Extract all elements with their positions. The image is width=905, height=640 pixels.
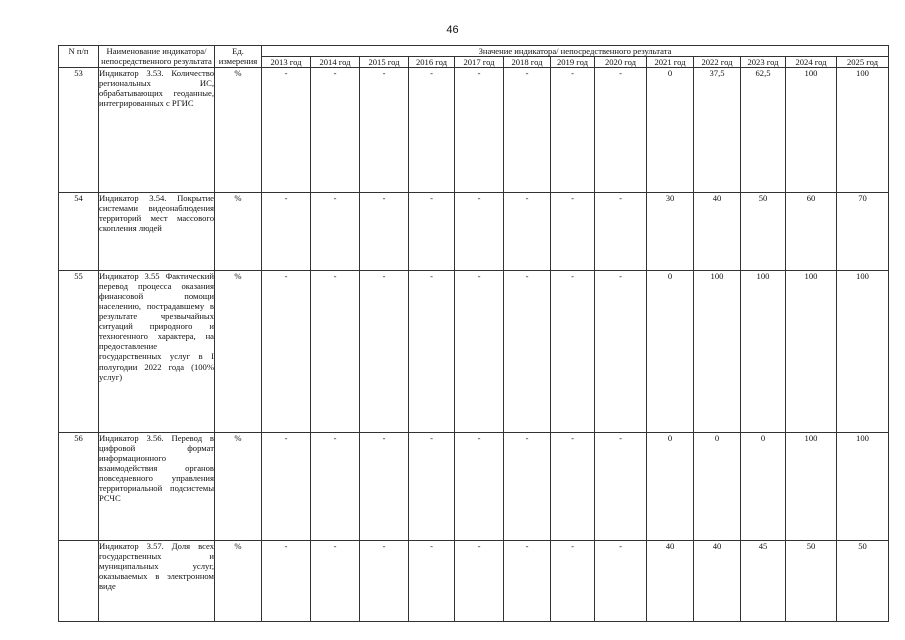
header-name: Наименование индикатора/непосредственного результата — [99, 46, 215, 68]
value-cell: 100 — [837, 68, 889, 193]
year-header: 2015 год — [360, 57, 409, 68]
value-cell: 100 — [837, 271, 889, 433]
value-cell: - — [504, 68, 551, 193]
year-header: 2023 год — [741, 57, 786, 68]
header-values: Значение индикатора/ непосредственного результата — [262, 46, 889, 57]
header-num: N п/п — [59, 46, 99, 68]
year-header: 2025 год — [837, 57, 889, 68]
value-cell: - — [311, 271, 360, 433]
value-cell: - — [262, 193, 311, 271]
indicator-name: Индикатор 3.53. Количество региональных ИС, обрабатывающих геоданные, интегрированных с РГИС — [99, 68, 215, 193]
header-unit: Ед. измерения — [215, 46, 262, 68]
value-cell: - — [360, 193, 409, 271]
unit-cell: % — [215, 193, 262, 271]
value-cell: - — [262, 271, 311, 433]
value-cell: - — [551, 68, 595, 193]
value-cell: 100 — [694, 271, 741, 433]
table-row — [59, 433, 889, 541]
table-row — [59, 541, 889, 622]
indicator-name: Индикатор 3.56. Перевод в цифровой формат информационного взаимодействия органов повседневного управления территориальной подсистемы РСЧС — [99, 433, 215, 541]
value-cell: 60 — [786, 193, 837, 271]
value-cell: - — [595, 433, 647, 541]
value-cell: - — [455, 193, 504, 271]
year-header: 2020 год — [595, 57, 647, 68]
row-number: 53 — [59, 68, 99, 193]
page-number: 46 — [446, 24, 459, 36]
value-cell: - — [504, 193, 551, 271]
value-cell: - — [311, 433, 360, 541]
value-cell: - — [409, 68, 455, 193]
year-header: 2016 год — [409, 57, 455, 68]
value-cell: 100 — [741, 271, 786, 433]
value-cell: 40 — [647, 541, 694, 622]
value-cell: - — [409, 433, 455, 541]
value-cell: - — [360, 433, 409, 541]
table-row — [59, 193, 889, 271]
table-row — [59, 271, 889, 433]
value-cell: 50 — [786, 541, 837, 622]
value-cell: 30 — [647, 193, 694, 271]
indicator-table — [58, 45, 889, 622]
value-cell: 0 — [647, 433, 694, 541]
indicator-name: Индикатор 3.57. Доля всех государственных и муниципальных услуг, оказываемых в электронном виде — [99, 541, 215, 622]
value-cell: - — [360, 68, 409, 193]
value-cell: 62,5 — [741, 68, 786, 193]
year-header: 2021 год — [647, 57, 694, 68]
unit-cell: % — [215, 433, 262, 541]
indicator-name: Индикатор 3.55 Фактический перевод процесса оказания финансовой помощи населению, пострадавшему в результате чрезвычайных ситуаций природного и техногенного характера, на предоставление государственных услуг в I полугодии 2022 года (100% услуг) — [99, 271, 215, 433]
table-header-row — [59, 46, 889, 57]
year-header: 2013 год — [262, 57, 311, 68]
indicator-name: Индикатор 3.54. Покрытие системами видеонаблюдения территорий мест массового скопления людей — [99, 193, 215, 271]
value-cell: - — [311, 68, 360, 193]
unit-cell: % — [215, 271, 262, 433]
value-cell: - — [409, 193, 455, 271]
row-number: 55 — [59, 271, 99, 433]
year-header: 2018 год — [504, 57, 551, 68]
year-header: 2022 год — [694, 57, 741, 68]
value-cell: - — [262, 541, 311, 622]
value-cell: - — [455, 271, 504, 433]
value-cell: 40 — [694, 541, 741, 622]
value-cell: - — [551, 541, 595, 622]
value-cell: 100 — [786, 433, 837, 541]
value-cell: - — [595, 271, 647, 433]
value-cell: - — [409, 541, 455, 622]
value-cell: - — [595, 541, 647, 622]
value-cell: 100 — [786, 68, 837, 193]
value-cell: 0 — [647, 68, 694, 193]
value-cell: - — [551, 271, 595, 433]
value-cell: - — [455, 541, 504, 622]
row-number: 56 — [59, 433, 99, 541]
value-cell: 70 — [837, 193, 889, 271]
value-cell: - — [551, 433, 595, 541]
unit-cell: % — [215, 541, 262, 622]
value-cell: 37,5 — [694, 68, 741, 193]
year-header: 2014 год — [311, 57, 360, 68]
year-header: 2024 год — [786, 57, 837, 68]
table-row — [59, 68, 889, 193]
value-cell: - — [504, 271, 551, 433]
value-cell: - — [262, 433, 311, 541]
value-cell: 45 — [741, 541, 786, 622]
value-cell: - — [360, 271, 409, 433]
value-cell: 0 — [694, 433, 741, 541]
value-cell: - — [311, 193, 360, 271]
value-cell: 100 — [786, 271, 837, 433]
unit-cell: % — [215, 68, 262, 193]
value-cell: - — [455, 68, 504, 193]
value-cell: 40 — [694, 193, 741, 271]
value-cell: - — [595, 193, 647, 271]
value-cell: - — [551, 193, 595, 271]
value-cell: - — [595, 68, 647, 193]
value-cell: - — [311, 541, 360, 622]
value-cell: - — [360, 541, 409, 622]
value-cell: 50 — [837, 541, 889, 622]
value-cell: 50 — [741, 193, 786, 271]
value-cell: - — [262, 68, 311, 193]
value-cell: 0 — [647, 271, 694, 433]
year-header: 2019 год — [551, 57, 595, 68]
value-cell: - — [455, 433, 504, 541]
value-cell: 100 — [837, 433, 889, 541]
value-cell: - — [409, 271, 455, 433]
value-cell: - — [504, 433, 551, 541]
row-number — [59, 541, 99, 622]
row-number: 54 — [59, 193, 99, 271]
value-cell: 0 — [741, 433, 786, 541]
value-cell: - — [504, 541, 551, 622]
year-header: 2017 год — [455, 57, 504, 68]
